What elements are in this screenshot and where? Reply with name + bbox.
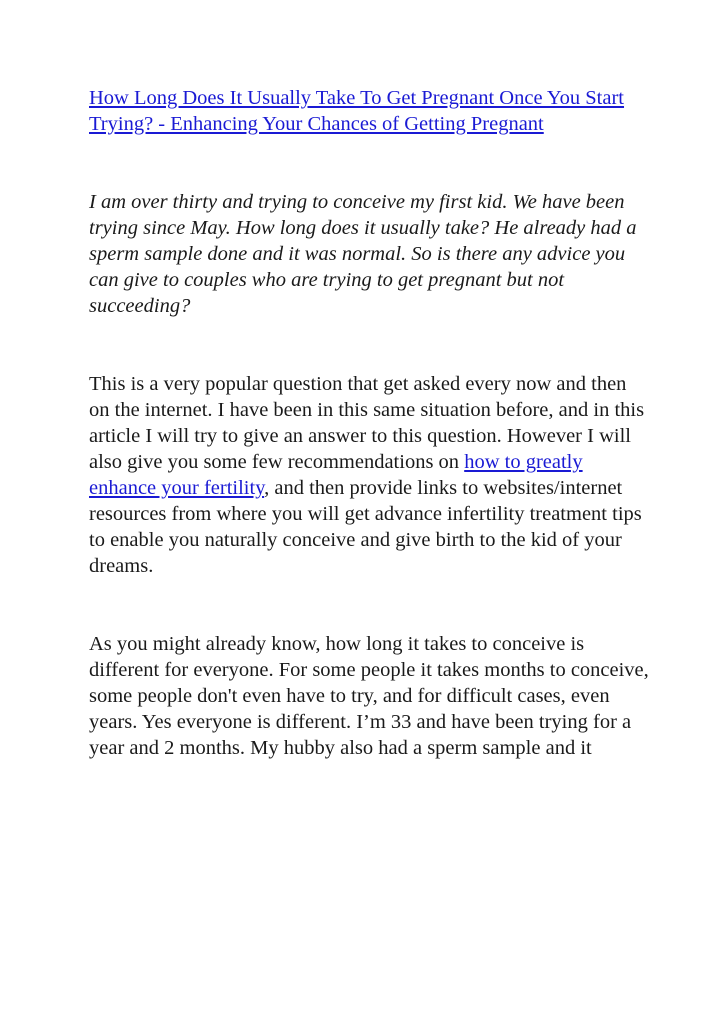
article-title [89,85,649,137]
reader-question: I am over thirty and trying to conceive my first kid. We have been trying since May. How long does it usually take? He already had a sperm sample done and it was normal. So is there any advice you can give to couples who are trying to get pregnant but not succeeding? [89,191,637,317]
fertility-link[interactable]: how to greatly enhance your fertility [89,451,583,499]
body-paragraph: As you might already know, how long it takes to conceive is different for everyone. For some people it takes months to conceive, some people don't even have to try, and for difficult cases, even years. Yes everyone is different. I’m 33 and have been trying for a year and 2 months. My hubby also had a sperm sample and it [89,633,649,759]
document-body [89,85,649,761]
answer-paragraph-text-before: This is a very popular question that get asked every now and then on the internet. I have been in this same situation before, and in this article I will try to give an answer to this question. However I will also give you some few recommendations on [89,373,645,473]
answer-paragraph [89,371,649,579]
answer-paragraph-text-after: , and then provide links to websites/internet resources from where you will get advance infertility treatment tips to enable you naturally conceive and give birth to the kid of your dreams. [89,477,642,577]
article-title-link[interactable]: How Long Does It Usually Take To Get Pregnant Once You Start Trying? - Enhancing Your Chances of Getting Pregnant [89,87,625,135]
